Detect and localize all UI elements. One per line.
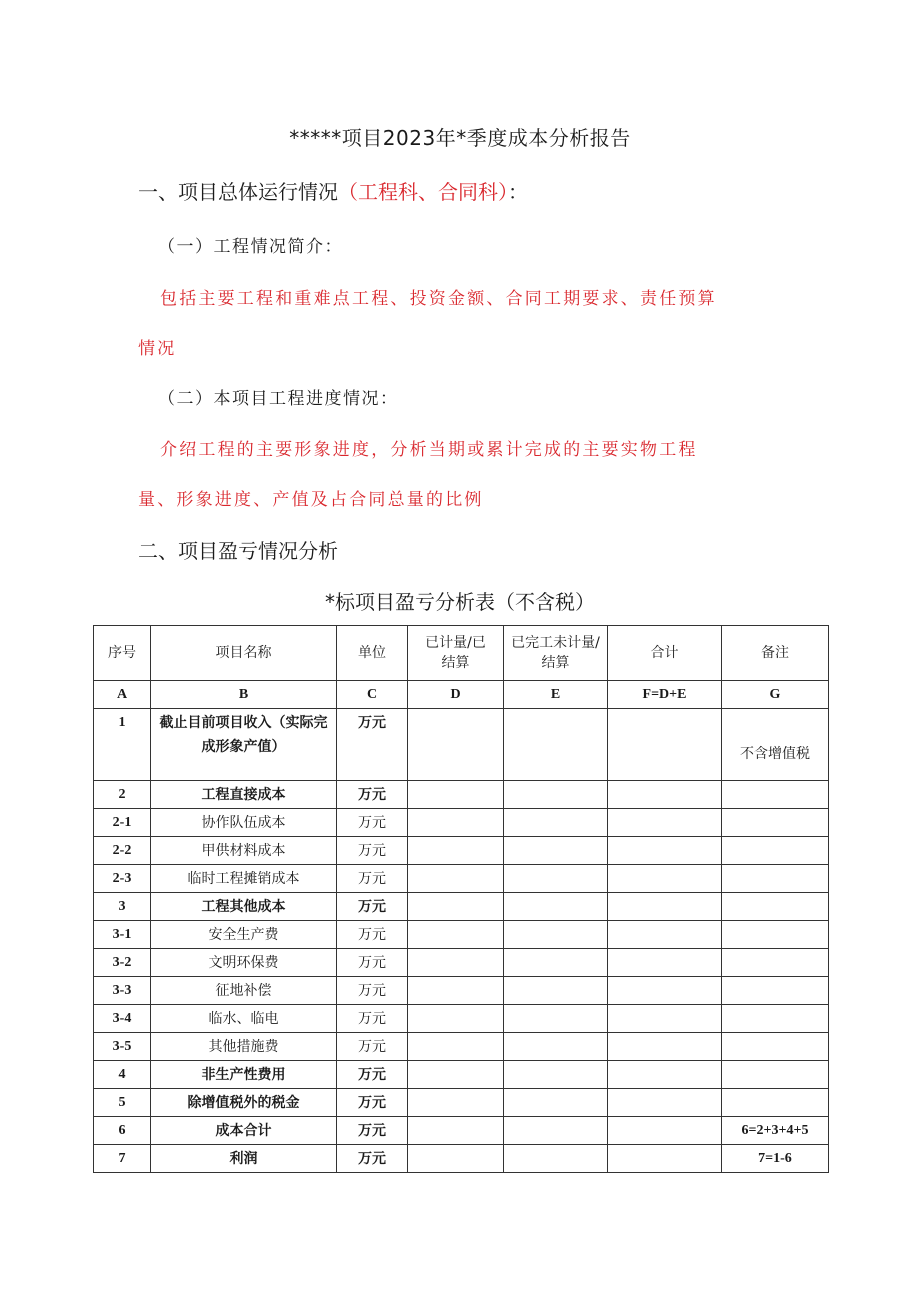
row-completed [504,977,608,1005]
row-unit: 万元 [337,1145,408,1173]
row-remark [722,1089,829,1117]
row-unit: 万元 [337,865,408,893]
subsection-1-guidance-line-1: 包括主要工程和重难点工程、投资金额、合同工期要求、责任预算 [160,289,717,309]
row-remark [722,949,829,977]
row-remark: 不含增值税 [722,709,829,781]
row-seq: 5 [94,1089,151,1117]
row-unit: 万元 [337,893,408,921]
row-name: 文明环保费 [151,949,337,977]
row-unit: 万元 [337,809,408,837]
row-total [608,1061,722,1089]
row-seq: 3-4 [94,1005,151,1033]
row-unit: 万元 [337,921,408,949]
row-total [608,1117,722,1145]
row-completed [504,1089,608,1117]
row-measured [408,781,504,809]
row-name: 临时工程摊销成本 [151,865,337,893]
row-seq: 2 [94,781,151,809]
section-1-responsible-note: （工程科、合同科） [338,180,508,204]
row-measured [408,893,504,921]
row-completed [504,1117,608,1145]
row-name: 安全生产费 [151,921,337,949]
row-total [608,709,722,781]
table-row [94,1089,829,1117]
table-row [94,977,829,1005]
row-measured [408,921,504,949]
row-completed [504,865,608,893]
section-2-heading: 二、项目盈亏情况分析 [138,539,338,563]
row-total [608,837,722,865]
row-total [608,1089,722,1117]
row-remark [722,781,829,809]
table-row [94,921,829,949]
header-name: 项目名称 [151,626,337,681]
header-completed-unmeasured [504,626,608,681]
section-1-heading-colon: ： [508,180,528,204]
row-unit: 万元 [337,949,408,977]
row-completed [504,1005,608,1033]
row-completed [504,1145,608,1173]
row-name: 除增值税外的税金 [151,1089,337,1117]
column-code-d: D [408,681,504,709]
row-unit: 万元 [337,837,408,865]
row-completed [504,949,608,977]
row-seq: 3-1 [94,921,151,949]
profit-loss-table [93,625,829,1173]
row-name: 协作队伍成本 [151,809,337,837]
row-total [608,1145,722,1173]
table-title: *标项目盈亏分析表（不含税） [325,590,595,614]
row-completed [504,837,608,865]
row-name: 工程其他成本 [151,893,337,921]
row-remark [722,977,829,1005]
row-completed [504,1061,608,1089]
row-remark [722,1033,829,1061]
row-seq: 3-2 [94,949,151,977]
row-seq: 4 [94,1061,151,1089]
row-remark [722,1061,829,1089]
row-unit: 万元 [337,977,408,1005]
row-total [608,1005,722,1033]
row-name: 征地补偿 [151,977,337,1005]
table-row [94,837,829,865]
row-unit: 万元 [337,1117,408,1145]
row-seq: 2-2 [94,837,151,865]
row-name: 其他措施费 [151,1033,337,1061]
row-measured [408,865,504,893]
table-row [94,949,829,977]
header-remark: 备注 [722,626,829,681]
row-remark [722,921,829,949]
row-completed [504,781,608,809]
row-measured [408,709,504,781]
row-total [608,949,722,977]
row-total [608,921,722,949]
report-title: *****项目2023年*季度成本分析报告 [289,126,631,150]
row-unit: 万元 [337,709,408,781]
table-row [94,1005,829,1033]
row-unit: 万元 [337,1061,408,1089]
column-code-g: G [722,681,829,709]
row-unit: 万元 [337,781,408,809]
row-measured [408,977,504,1005]
subsection-2-heading: （二）本项目工程进度情况： [158,389,399,409]
column-code-e: E [504,681,608,709]
row-measured [408,1117,504,1145]
column-code-a: A [94,681,151,709]
header-measured-line-2: 结算 [441,655,470,671]
table-row [94,1061,829,1089]
row-remark: 7=1-6 [722,1145,829,1173]
column-code-row [94,681,829,709]
row-total [608,781,722,809]
row-remark [722,865,829,893]
table-row [94,1033,829,1061]
row-completed [504,893,608,921]
subsection-1-heading: （一）工程情况简介： [158,237,343,257]
column-code-f: F=D+E [608,681,722,709]
row-name: 成本合计 [151,1117,337,1145]
row-seq: 2-1 [94,809,151,837]
row-name: 甲供材料成本 [151,837,337,865]
subsection-2-guidance-line-1: 介绍工程的主要形象进度，分析当期或累计完成的主要实物工程 [160,440,698,460]
row-total [608,865,722,893]
header-measured-line-1: 已计量/已 [425,635,486,651]
row-completed [504,921,608,949]
section-1-heading-text: 一、项目总体运行情况 [138,180,338,204]
table-row [94,709,829,781]
table-row [94,781,829,809]
subsection-2-guidance-line-2: 量、形象进度、产值及占合同总量的比例 [138,490,484,510]
row-total [608,893,722,921]
row-total [608,977,722,1005]
row-seq: 7 [94,1145,151,1173]
row-name: 工程直接成本 [151,781,337,809]
table-row [94,809,829,837]
header-completed-line-2: 结算 [541,655,570,671]
table-row [94,1145,829,1173]
column-code-c: C [337,681,408,709]
table-header-row [94,626,829,681]
row-remark [722,809,829,837]
row-seq: 6 [94,1117,151,1145]
subsection-1-guidance-line-2: 情况 [138,339,177,359]
row-seq: 1 [94,709,151,781]
row-name: 非生产性费用 [151,1061,337,1089]
header-seq: 序号 [94,626,151,681]
row-measured [408,949,504,977]
row-seq: 3 [94,893,151,921]
row-unit: 万元 [337,1005,408,1033]
header-measured [408,626,504,681]
row-seq: 2-3 [94,865,151,893]
table-row [94,1117,829,1145]
row-remark [722,893,829,921]
row-measured [408,809,504,837]
row-total [608,809,722,837]
row-completed [504,709,608,781]
row-total [608,1033,722,1061]
row-measured [408,837,504,865]
header-unit: 单位 [337,626,408,681]
row-remark [722,1005,829,1033]
column-code-b: B [151,681,337,709]
row-completed [504,1033,608,1061]
row-name: 利润 [151,1145,337,1173]
row-name: 截止目前项目收入（实际完成形象产值） [151,709,337,781]
section-1-heading [138,176,528,205]
row-measured [408,1005,504,1033]
row-measured [408,1089,504,1117]
row-completed [504,809,608,837]
header-total: 合计 [608,626,722,681]
row-remark [722,837,829,865]
row-measured [408,1061,504,1089]
row-measured [408,1033,504,1061]
table-row [94,865,829,893]
row-measured [408,1145,504,1173]
header-completed-line-1: 已完工未计量/ [511,635,600,651]
row-name: 临水、临电 [151,1005,337,1033]
table-row [94,893,829,921]
row-seq: 3-5 [94,1033,151,1061]
row-remark: 6=2+3+4+5 [722,1117,829,1145]
row-unit: 万元 [337,1089,408,1117]
row-unit: 万元 [337,1033,408,1061]
row-seq: 3-3 [94,977,151,1005]
